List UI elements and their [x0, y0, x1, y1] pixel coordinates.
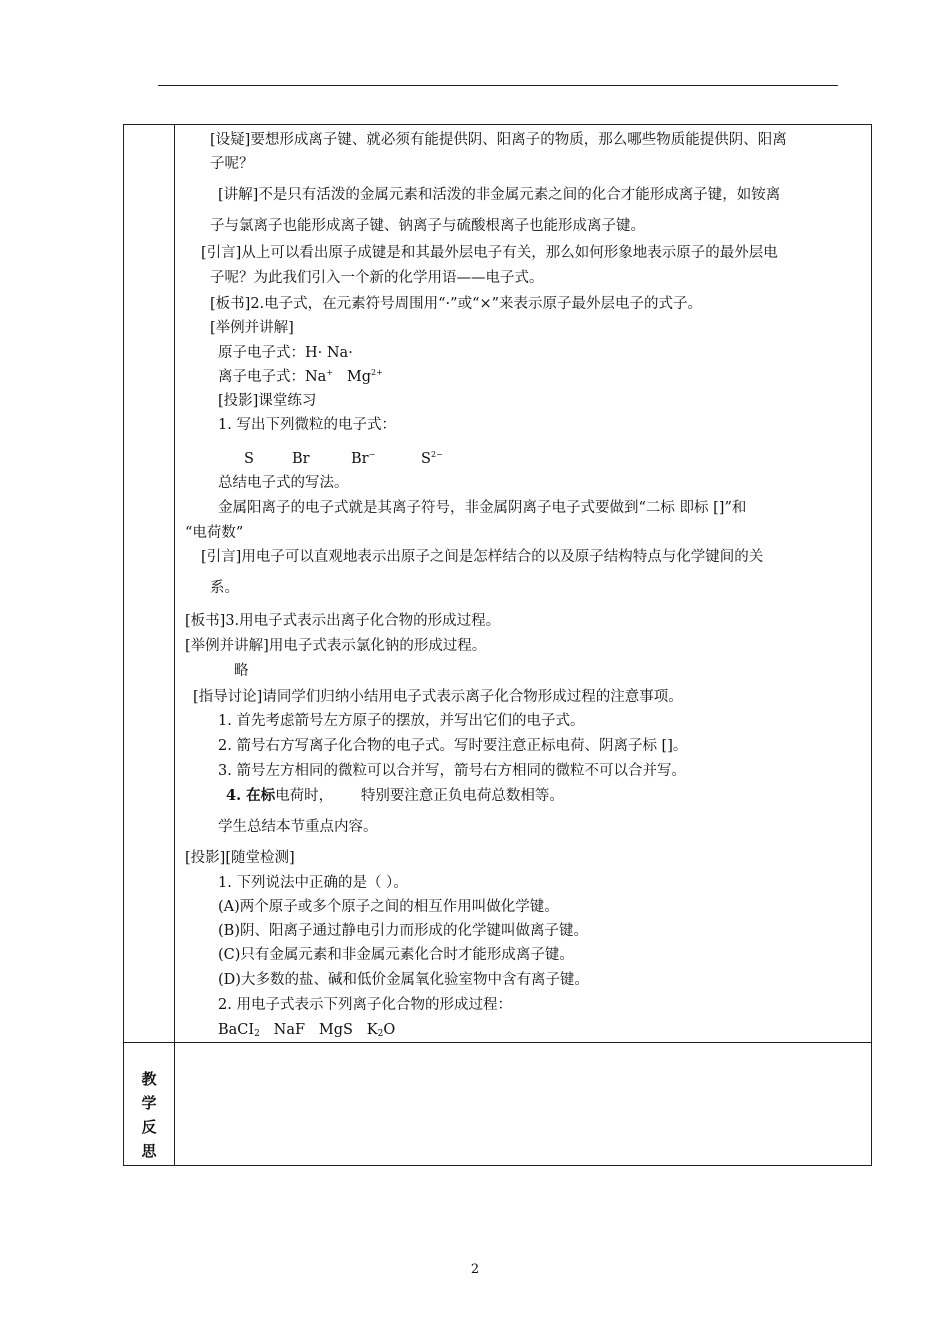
option-c: (C)只有金属元素和非金属元素化合时才能形成离子键。: [218, 947, 574, 963]
text-line: 子呢？: [210, 156, 254, 172]
text-line: [板书]3.用电子式表示出离子化合物的形成过程。: [185, 613, 501, 629]
column-divider: [174, 125, 175, 1165]
text-line: 2. 箭号右方写离子化合物的电子式。写时要注意正标电荷、阴离子标 []。: [218, 738, 688, 754]
particle-s: S: [244, 451, 254, 467]
text-line: [投影][随堂检测]: [185, 850, 295, 866]
text-line: “电荷数”: [185, 525, 244, 541]
text-line: [投影]课堂练习: [218, 393, 317, 409]
note-line: 4. 在标电荷时， 特别要注意正负电荷总数相等。: [226, 787, 564, 804]
reflection-label: 教 学 反 思: [141, 1070, 157, 1160]
text-line: 原子电子式：H· Na·: [218, 345, 353, 361]
row-divider: [124, 1042, 871, 1043]
text-line: 子呢？为此我们引入一个新的化学用语——电子式。: [210, 270, 544, 286]
text-line: 总结电子式的写法。: [218, 475, 349, 491]
text-line: 学生总结本节重点内容。: [218, 819, 378, 835]
text-line: 3. 箭号左方相同的微粒可以合并写，箭号右方相同的微粒不可以合并写。: [218, 763, 686, 779]
text-line: 略: [234, 663, 249, 679]
option-a: (A)两个原子或多个原子之间的相互作用叫做化学键。: [218, 899, 559, 915]
header-rule: [158, 85, 838, 86]
text-line: [讲解]不是只有活泼的金属元素和活泼的非金属元素之间的化合才能形成离子键，如铵离: [218, 187, 781, 203]
particle-br-ion: Br−: [351, 450, 376, 467]
option-d: (D)大多数的盐、碱和低价金属氧化验室物中含有离子键。: [218, 972, 589, 988]
compound-list: BaCI$_2$ NaF MgS $K_2O$: [218, 1022, 396, 1039]
ionic-formula-line: 离子电子式：Na+ $Mg^{2+}$: [218, 368, 383, 385]
page-number: 2: [470, 1262, 480, 1277]
text-line: 1. 下列说法中正确的是（ ）。: [218, 875, 408, 891]
text-line: [指导讨论]请同学们归纳小结用电子式表示离子化合物形成过程的注意事项。: [193, 689, 683, 705]
text-line: 1. 首先考虑箭号左方原子的摆放，并写出它们的电子式。: [218, 713, 585, 729]
text-line: [引言]从上可以看出原子成键是和其最外层电子有关，那么如何形象地表示原子的最外层电: [201, 245, 778, 261]
text-line: [举例并讲解]: [210, 320, 294, 336]
text-line: 金属阳离子的电子式就是其离子符号，非金属阴离子电子式要做到“二标 即标 []”和: [218, 500, 747, 516]
text-line: [板书]2.电子式，在元素符号周围用“·”或“×”来表示原子最外层电子的式子。: [210, 296, 703, 312]
text-line: [引言]用电子可以直观地表示出原子之间是怎样结合的以及原子结构特点与化学键间的关: [201, 549, 764, 565]
text-line: 系。: [210, 580, 239, 596]
option-b: (B)阴、阳离子通过静电引力而形成的化学键叫做离子键。: [218, 923, 588, 939]
text-line: [举例并讲解]用电子式表示氯化钠的形成过程。: [185, 638, 487, 654]
text-line: 1. 写出下列微粒的电子式：: [218, 417, 396, 433]
particle-br: Br: [292, 451, 310, 467]
particle-s-ion: $S^{2-}$: [421, 450, 443, 467]
text-line: 子与氯离子也能形成离子键、钠离子与硫酸根离子也能形成离子键。: [210, 218, 645, 234]
text-line: [设疑]要想形成离子键、就必须有能提供阴、阳离子的物质，那么哪些物质能提供阴、阳离: [210, 132, 787, 148]
text-line: 2. 用电子式表示下列离子化合物的形成过程：: [218, 997, 512, 1013]
